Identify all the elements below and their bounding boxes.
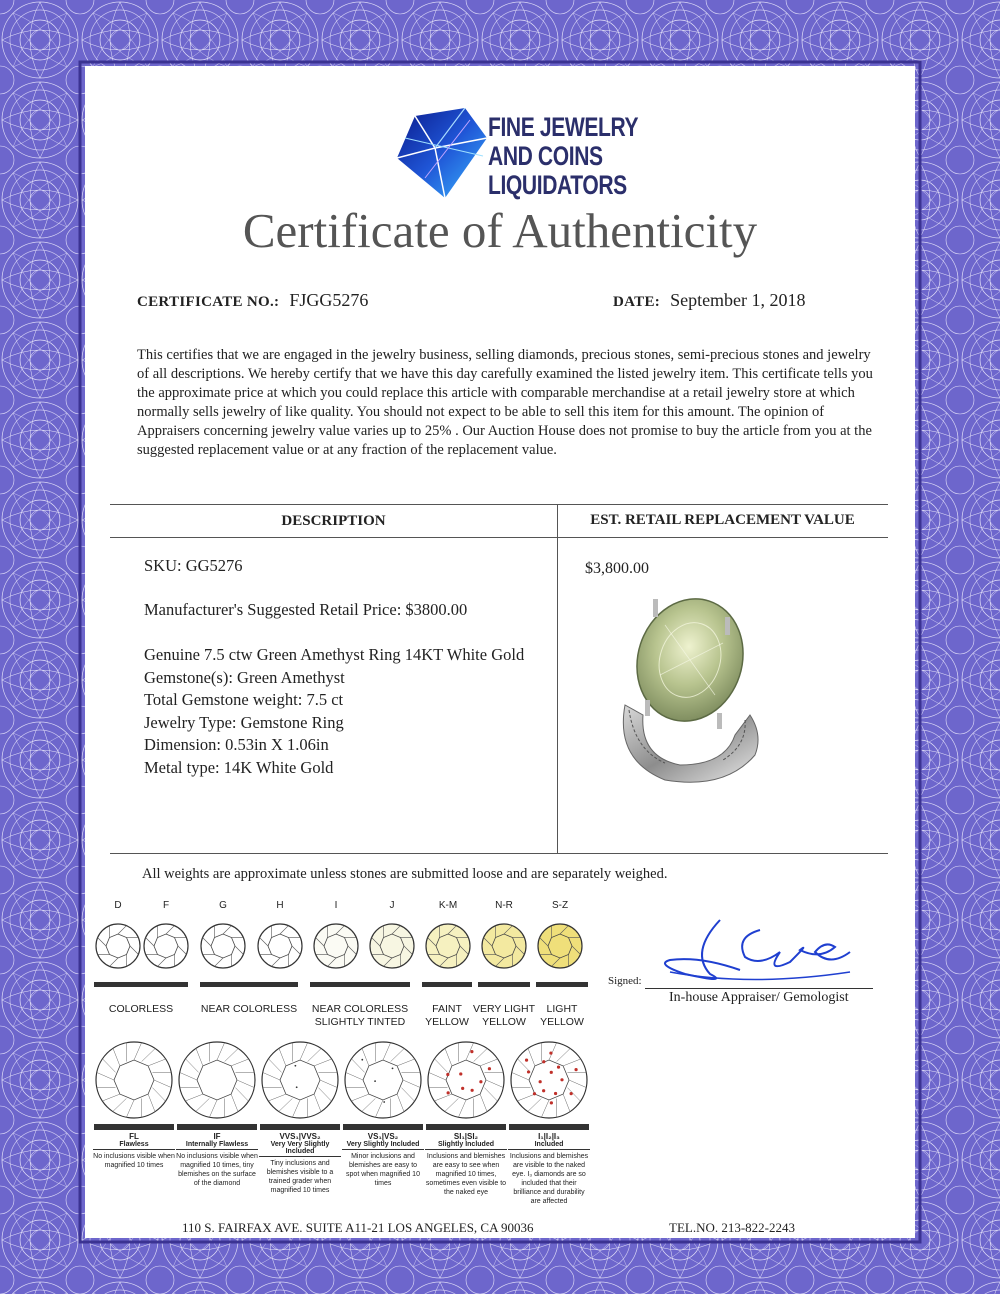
color-category-line2: YELLOW bbox=[482, 1016, 526, 1028]
color-grade-stone bbox=[482, 924, 526, 968]
clarity-code: FL bbox=[129, 1132, 139, 1141]
appraiser-role: In-house Appraiser/ Gemologist bbox=[669, 990, 849, 1005]
clarity-grade-stone bbox=[96, 1042, 172, 1118]
detail-line: Total Gemstone weight: 7.5 ct bbox=[144, 690, 344, 709]
clarity-grade bbox=[259, 1124, 341, 1195]
color-stones bbox=[90, 918, 600, 978]
clarity-grade-stone bbox=[179, 1042, 255, 1118]
color-grade-stone bbox=[144, 924, 188, 968]
page-title: Certificate of Authenticity bbox=[242, 203, 758, 258]
clarity-code: I₁|I₂|I₃ bbox=[538, 1132, 560, 1141]
clarity-grade-stone bbox=[262, 1042, 338, 1118]
ring-image bbox=[605, 585, 765, 790]
clarity-description: No inclusions visible when magnified 10 times bbox=[93, 1153, 175, 1169]
certification-statement: This certifies that we are engaged in the jewelry business, selling diamonds, precious stones, semi-precious stones and jewelry of all descriptions. We hereby certify that we have this day carefully examined the listed jewelry item. This certificate tells you the approximate price at which you could replace this article with comparable merchandise at a retail jewelry store at which normally sells jewelry of like quality. You should not expect to be able to sell this item for this amount. The opinion of Appraisers concerning jewelry value varies up to 25% . Our Auction House does not promise to buy the article from you at the suggested replacement value or at any fraction of the replacement value. bbox=[137, 347, 873, 458]
clarity-bar bbox=[426, 1124, 506, 1130]
color-scale-brackets bbox=[90, 980, 600, 990]
color-grade-label: H bbox=[276, 900, 284, 911]
table-top-border bbox=[110, 504, 888, 505]
company-name-line1: FINE JEWELRY bbox=[488, 112, 639, 142]
detail-line: Dimension: 0.53in X 1.06in bbox=[144, 735, 329, 754]
clarity-grade-stone bbox=[428, 1042, 504, 1118]
table-header-divider bbox=[110, 537, 888, 538]
detail-line: Jewelry Type: Gemstone Ring bbox=[144, 712, 344, 732]
color-category-line2: YELLOW bbox=[540, 1016, 584, 1028]
clarity-grade bbox=[342, 1124, 424, 1188]
clarity-scale bbox=[93, 1032, 593, 1212]
color-category-line1: NEAR COLORLESS bbox=[311, 1003, 409, 1015]
clarity-code: VVS₁|VVS₂ bbox=[279, 1132, 321, 1141]
clarity-bar bbox=[94, 1124, 174, 1130]
certificate-date-value: September 1, 2018 bbox=[670, 290, 806, 310]
clarity-description: Inclusions and blemishes are visible to the naked eye. I₃ diamonds are so included that their brilliance and durability are affected bbox=[509, 1153, 589, 1205]
color-grade-stone bbox=[258, 924, 302, 968]
clarity-grade-stone bbox=[345, 1042, 421, 1118]
color-grade-stone bbox=[538, 924, 582, 968]
company-name bbox=[488, 113, 638, 200]
certificate-number bbox=[137, 290, 368, 311]
clarity-grade-stone bbox=[511, 1042, 587, 1118]
clarity-name: Very Very Slightly Included bbox=[259, 1141, 341, 1157]
clarity-name: Included bbox=[508, 1141, 590, 1150]
clarity-bar bbox=[177, 1124, 257, 1130]
clarity-name: Very Slightly Included bbox=[342, 1141, 424, 1150]
color-category-label bbox=[502, 1003, 622, 1029]
clarity-grade bbox=[425, 1124, 507, 1197]
column-value-header: EST. RETAIL REPLACEMENT VALUE bbox=[590, 512, 855, 528]
clarity-name: Flawless bbox=[93, 1141, 175, 1150]
color-grade-label: D bbox=[114, 900, 122, 911]
color-category-label bbox=[81, 1003, 201, 1016]
color-grade-stone bbox=[370, 924, 414, 968]
clarity-description: Inclusions and blemishes are easy to see when magnified 10 times, sometimes even visible to the naked eye bbox=[425, 1153, 507, 1196]
color-category-label bbox=[189, 1003, 309, 1016]
color-grade-stone bbox=[201, 924, 245, 968]
color-grade-label: J bbox=[389, 900, 395, 911]
replacement-value: $3,800.00 bbox=[585, 560, 649, 577]
color-grade-stone bbox=[314, 924, 358, 968]
footer-address: 110 S. FAIRFAX AVE. SUITE A11-21 LOS ANGELES, CA 90036 bbox=[182, 1220, 534, 1235]
clarity-description: Minor inclusions and blemishes are easy to spot when magnified 10 times bbox=[346, 1153, 420, 1187]
detail-line: Metal type: 14K White Gold bbox=[144, 757, 334, 777]
color-category-line2: SLIGHTLY TINTED bbox=[314, 1016, 406, 1028]
signed-label: Signed: bbox=[608, 975, 642, 987]
clarity-bar bbox=[509, 1124, 589, 1130]
clarity-code: VS₁|VS₂ bbox=[367, 1132, 399, 1141]
color-scale bbox=[90, 900, 600, 1030]
color-category-line2: YELLOW bbox=[425, 1016, 469, 1028]
msrp: Manufacturer's Suggested Retail Price: $3800.00 bbox=[144, 600, 468, 619]
color-grade-stone bbox=[96, 924, 140, 968]
color-category-line1: FAINT bbox=[432, 1003, 462, 1015]
detail-line: Gemstone(s): Green Amethyst bbox=[144, 667, 345, 687]
color-category-line1: LIGHT bbox=[546, 1003, 578, 1015]
clarity-name: Slightly Included bbox=[425, 1141, 507, 1150]
color-category-line1: COLORLESS bbox=[108, 1003, 174, 1015]
color-grade-stone bbox=[426, 924, 470, 968]
certificate-number-value: FJGG5276 bbox=[289, 290, 369, 310]
clarity-grade bbox=[508, 1124, 590, 1206]
sku: SKU: GG5276 bbox=[144, 556, 243, 575]
weights-note: All weights are approximate unless stones are submitted loose and are separately weighed. bbox=[142, 866, 668, 882]
footer-phone: TEL.NO. 213-822-2243 bbox=[669, 1220, 796, 1235]
item-details bbox=[144, 644, 524, 779]
table-column-divider bbox=[557, 504, 558, 854]
color-grade-label: I bbox=[334, 900, 338, 911]
clarity-grade bbox=[93, 1124, 175, 1170]
color-category-line1: VERY LIGHT bbox=[472, 1003, 536, 1015]
clarity-code: SI₁|SI₂ bbox=[453, 1132, 479, 1141]
color-category-line1: NEAR COLORLESS bbox=[200, 1003, 298, 1015]
clarity-stones bbox=[93, 1032, 593, 1127]
signature-image bbox=[650, 912, 865, 997]
clarity-name: Internally Flawless bbox=[176, 1141, 258, 1150]
column-description-header: DESCRIPTION bbox=[281, 513, 386, 529]
signature-line bbox=[645, 988, 873, 989]
certificate-date-label: DATE: bbox=[613, 294, 661, 310]
diamond-logo-icon bbox=[395, 108, 490, 200]
color-grade-label: S-Z bbox=[551, 900, 569, 911]
clarity-description: No inclusions visible when magnified 10 times, tiny blemishes on the surface of the diamond bbox=[176, 1153, 258, 1187]
company-name-line3: LIQUIDATORS bbox=[488, 170, 627, 200]
color-grade-label: G bbox=[219, 900, 227, 911]
clarity-code: IF bbox=[213, 1132, 221, 1141]
color-grade-label: K-M bbox=[438, 900, 458, 911]
clarity-grade bbox=[176, 1124, 258, 1188]
certificate-number-label: CERTIFICATE NO.: bbox=[137, 294, 280, 310]
certificate-date bbox=[613, 290, 806, 311]
color-grade-label: N-R bbox=[495, 900, 513, 911]
company-name-line2: AND COINS bbox=[488, 141, 603, 171]
table-bottom-border bbox=[110, 853, 888, 854]
clarity-bar bbox=[260, 1124, 340, 1130]
detail-line: Genuine 7.5 ctw Green Amethyst Ring 14KT White Gold bbox=[144, 645, 525, 664]
clarity-bar bbox=[343, 1124, 423, 1130]
clarity-description: Tiny inclusions and blemishes visible to a trained grader when magnified 10 times bbox=[266, 1160, 334, 1194]
color-grade-label: F bbox=[162, 900, 170, 911]
